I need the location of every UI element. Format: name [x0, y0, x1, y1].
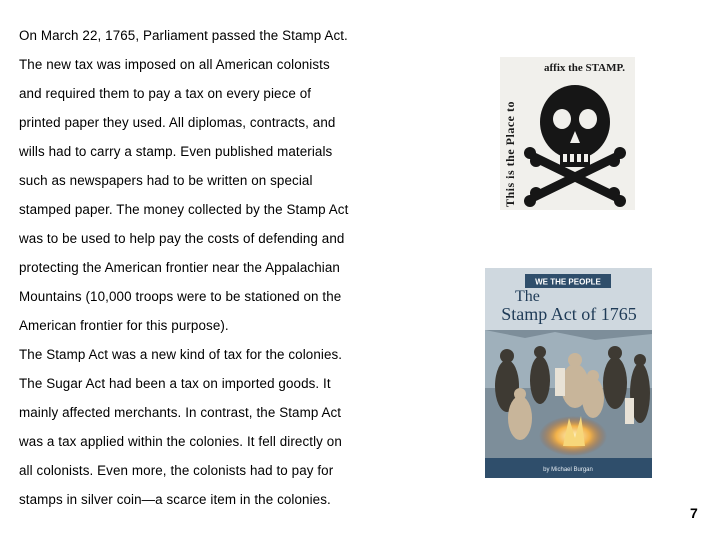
text-line: American frontier for this purpose). — [19, 318, 229, 333]
body-text — [19, 21, 399, 514]
skull-stamp-image — [500, 57, 635, 210]
text-line: The Stamp Act was a new kind of tax for the colonies. — [19, 347, 343, 362]
text-line: and required them to pay a tax on every piece of — [19, 86, 312, 101]
text-line: The new tax was imposed on all American colonists — [19, 57, 330, 72]
text-line: stamps in silver coin—a scarce item in the colonies. — [19, 492, 331, 507]
book-cover-image — [485, 268, 652, 478]
stamp-side-text: This is the Place to — [503, 101, 517, 207]
text-line: printed paper they used. All diplomas, contracts, and — [19, 115, 336, 130]
text-line: The Sugar Act had been a tax on imported goods. It — [19, 376, 331, 391]
text-line: On March 22, 1765, Parliament passed the Stamp Act. — [19, 28, 348, 43]
text-line: stamped paper. The money collected by the Stamp Act — [19, 202, 349, 217]
book-series-label: WE THE PEOPLE — [535, 277, 601, 287]
text-line: all colonists. Even more, the colonists had to pay for — [19, 463, 334, 478]
text-line: was to be used to help pay the costs of defending and — [19, 231, 345, 246]
skull-crossbones-icon — [500, 57, 635, 210]
text-line: wills had to carry a stamp. Even published materials — [19, 144, 333, 159]
text-line: Mountains (10,000 troops were to be stationed on the — [19, 289, 342, 304]
text-line: protecting the American frontier near the Appalachian — [19, 260, 340, 275]
text-line: mainly affected merchants. In contrast, the Stamp Act — [19, 405, 342, 420]
book-author: by Michael Burgan — [543, 467, 593, 473]
book-title-the: The — [515, 288, 540, 305]
page-number: 7 — [690, 505, 698, 521]
text-line: such as newspapers had to be written on special — [19, 173, 313, 188]
book-title: Stamp Act of 1765 — [501, 304, 637, 324]
book-cover-art — [485, 268, 652, 478]
text-line: was a tax applied within the colonies. It fell directly on — [19, 434, 342, 449]
stamp-top-text: affix the STAMP. — [544, 62, 625, 74]
